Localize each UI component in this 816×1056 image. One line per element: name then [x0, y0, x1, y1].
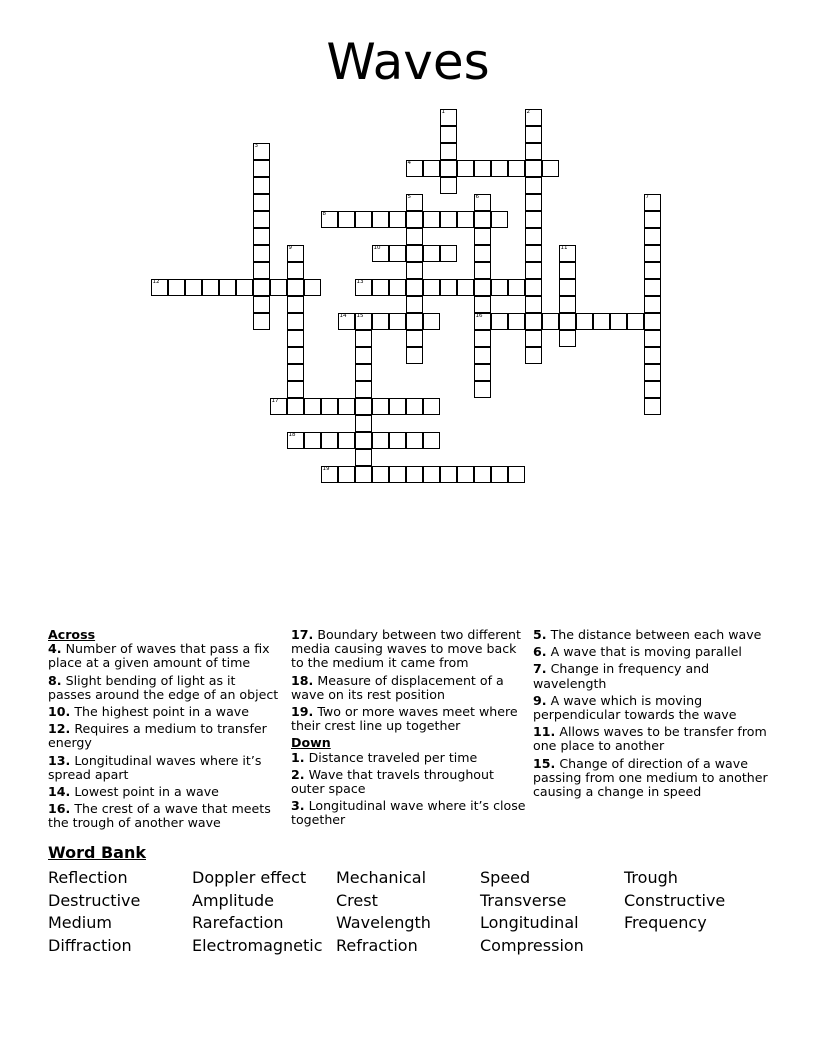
crossword-cell[interactable] [423, 211, 440, 228]
crossword-cell[interactable] [151, 279, 168, 296]
crossword-cell[interactable] [304, 279, 321, 296]
clue-number: 10 [373, 245, 381, 251]
crossword-cell[interactable] [440, 143, 457, 160]
crossword-cell[interactable] [406, 313, 423, 330]
clue-number: 5 [407, 194, 411, 200]
clues-column-3 [533, 628, 773, 802]
crossword-cell[interactable] [423, 160, 440, 177]
crossword-cell[interactable] [287, 432, 304, 449]
crossword-cell[interactable] [355, 313, 372, 330]
clue-number: 12 [152, 279, 160, 285]
crossword-cell[interactable] [525, 330, 542, 347]
across-heading: Across [48, 627, 96, 642]
crossword-cell[interactable] [355, 432, 372, 449]
crossword-cell[interactable] [525, 211, 542, 228]
crossword-cell[interactable] [372, 432, 389, 449]
crossword-cell[interactable] [440, 160, 457, 177]
word-bank-item: Reflection [48, 868, 128, 887]
crossword-cell[interactable] [457, 279, 474, 296]
crossword-cell[interactable] [202, 279, 219, 296]
crossword-cell[interactable] [542, 313, 559, 330]
crossword-cell[interactable] [287, 398, 304, 415]
crossword-cell[interactable] [338, 398, 355, 415]
crossword-cell[interactable] [287, 347, 304, 364]
crossword-cell[interactable] [457, 466, 474, 483]
crossword-cell[interactable] [474, 364, 491, 381]
crossword-cell[interactable] [423, 432, 440, 449]
word-bank-item: Frequency [624, 913, 707, 932]
crossword-cell[interactable] [338, 313, 355, 330]
crossword-cell[interactable] [321, 466, 338, 483]
crossword-cell[interactable] [389, 245, 406, 262]
down-heading: Down [291, 735, 331, 751]
crossword-cell[interactable] [406, 466, 423, 483]
crossword-cell[interactable] [253, 279, 270, 296]
crossword-cell[interactable] [644, 245, 661, 262]
crossword-cell[interactable] [372, 398, 389, 415]
crossword-cell[interactable] [474, 347, 491, 364]
crossword-cell[interactable] [185, 279, 202, 296]
crossword-cell[interactable] [253, 262, 270, 279]
word-bank-item: Doppler effect [192, 868, 307, 887]
crossword-cell[interactable] [644, 279, 661, 296]
crossword-cell[interactable] [372, 466, 389, 483]
crossword-cell[interactable] [525, 262, 542, 279]
crossword-cell[interactable] [440, 177, 457, 194]
crossword-cell[interactable] [253, 177, 270, 194]
crossword-cell[interactable] [525, 194, 542, 211]
crossword-cell[interactable] [168, 279, 185, 296]
clue-number: 18 [288, 432, 296, 438]
crossword-cell[interactable] [508, 160, 525, 177]
crossword-cell[interactable] [508, 466, 525, 483]
crossword-cell[interactable] [287, 330, 304, 347]
crossword-cell[interactable] [253, 296, 270, 313]
clue-number: 6 [475, 194, 479, 200]
crossword-cell[interactable] [372, 245, 389, 262]
crossword-cell[interactable] [355, 347, 372, 364]
clue-down-11: 11. Allows waves to be transfer from one place to another [533, 724, 767, 754]
clue-down-6: 6. A wave that is moving parallel [533, 644, 742, 660]
crossword-cell[interactable] [287, 381, 304, 398]
crossword-cell[interactable] [644, 330, 661, 347]
clue-across-12: 12. Requires a medium to transfer energy [48, 721, 267, 751]
crossword-cell[interactable] [304, 432, 321, 449]
crossword-cell[interactable] [355, 330, 372, 347]
crossword-cell[interactable] [491, 466, 508, 483]
crossword-cell[interactable] [406, 160, 423, 177]
clue-across-4: 4. Number of waves that pass a fix place at a given amount of time [48, 641, 270, 671]
crossword-cell[interactable] [474, 262, 491, 279]
word-bank-item: Trough [624, 868, 678, 887]
crossword-cell[interactable] [457, 211, 474, 228]
crossword-cell[interactable] [372, 313, 389, 330]
clue-number: 16 [475, 313, 483, 319]
crossword-cell[interactable] [644, 313, 661, 330]
clues-column-1 [48, 628, 280, 834]
crossword-cell[interactable] [525, 177, 542, 194]
clue-number: 7 [645, 194, 649, 200]
crossword-cell[interactable] [440, 109, 457, 126]
crossword-cell[interactable] [593, 313, 610, 330]
clue-number: 13 [356, 279, 364, 285]
crossword-cell[interactable] [423, 398, 440, 415]
crossword-cell[interactable] [236, 279, 253, 296]
crossword-cell[interactable] [253, 160, 270, 177]
crossword-cell[interactable] [270, 398, 287, 415]
crossword-cell[interactable] [304, 398, 321, 415]
crossword-cell[interactable] [525, 279, 542, 296]
crossword-cell[interactable] [525, 296, 542, 313]
crossword-cell[interactable] [644, 347, 661, 364]
crossword-cell[interactable] [389, 466, 406, 483]
crossword-cell[interactable] [389, 279, 406, 296]
crossword-cell[interactable] [525, 245, 542, 262]
word-bank-item: Mechanical [336, 868, 427, 887]
word-bank-item: Compression [480, 935, 584, 955]
crossword-cell[interactable] [474, 279, 491, 296]
crossword-cell[interactable] [423, 279, 440, 296]
crossword-cell[interactable] [355, 364, 372, 381]
clue-number: 9 [288, 245, 292, 251]
crossword-cell[interactable] [474, 245, 491, 262]
crossword-cell[interactable] [440, 211, 457, 228]
crossword-cell[interactable] [253, 228, 270, 245]
clue-down-1: 1. Distance traveled per time [291, 749, 478, 765]
crossword-cell[interactable] [406, 245, 423, 262]
word-bank-item: Wavelength [336, 913, 431, 932]
word-bank-column-3 [336, 869, 431, 955]
crossword-cell[interactable] [423, 466, 440, 483]
word-bank-title: Word Bank [48, 843, 147, 862]
clue-across-17: 17. Boundary between two different media causing waves to move back to the medium it came from [291, 627, 521, 671]
crossword-cell[interactable] [406, 194, 423, 211]
crossword-cell[interactable] [406, 347, 423, 364]
clue-down-9: 9. A wave which is moving perpendicular towards the wave [533, 692, 737, 723]
clues-column-2 [291, 628, 529, 831]
crossword-cell[interactable] [440, 466, 457, 483]
crossword-cell[interactable] [270, 279, 287, 296]
crossword-cell[interactable] [389, 313, 406, 330]
word-bank-item: Destructive [48, 890, 141, 910]
crossword-cell[interactable] [355, 415, 372, 432]
word-bank-item: Refraction [336, 935, 418, 955]
crossword-cell[interactable] [525, 228, 542, 245]
crossword-cell[interactable] [491, 313, 508, 330]
crossword-cell[interactable] [644, 364, 661, 381]
crossword-cell[interactable] [355, 381, 372, 398]
crossword-cell[interactable] [372, 279, 389, 296]
crossword-cell[interactable] [525, 313, 542, 330]
crossword-cell[interactable] [525, 160, 542, 177]
crossword-cell[interactable] [389, 398, 406, 415]
crossword-cell[interactable] [508, 313, 525, 330]
crossword-cell[interactable] [644, 211, 661, 228]
crossword-cell[interactable] [491, 211, 508, 228]
crossword-cell[interactable] [253, 245, 270, 262]
clue-down-7: 7. Change in frequency and wavelength [533, 661, 710, 691]
word-bank-column-4 [480, 869, 584, 955]
crossword-cell[interactable] [559, 296, 576, 313]
clue-number: 19 [322, 466, 330, 472]
clue-down-15: 15. Change of direction of a wave passing from one medium to another causing a change in speed [533, 755, 768, 800]
crossword-cell[interactable] [423, 245, 440, 262]
crossword-cell[interactable] [457, 160, 474, 177]
crossword-cell[interactable] [372, 211, 389, 228]
word-bank-item: Crest [336, 890, 378, 910]
word-bank-column-2 [192, 869, 323, 955]
word-bank-column-5 [624, 869, 725, 932]
crossword-cell[interactable] [644, 296, 661, 313]
clue-across-13: 13. Longitudinal waves where it’s spread apart [48, 752, 262, 782]
crossword-cell[interactable] [389, 211, 406, 228]
crossword-cell[interactable] [253, 211, 270, 228]
crossword-cell[interactable] [355, 398, 372, 415]
word-bank-item: Diffraction [48, 935, 132, 955]
crossword-cell[interactable] [406, 296, 423, 313]
crossword-cell[interactable] [627, 313, 644, 330]
crossword-cell[interactable] [474, 381, 491, 398]
crossword-cell[interactable] [644, 262, 661, 279]
crossword-cell[interactable] [321, 432, 338, 449]
crossword-cell[interactable] [525, 143, 542, 160]
crossword-cell[interactable] [559, 245, 576, 262]
crossword-cell[interactable] [219, 279, 236, 296]
word-bank-item: Medium [48, 913, 112, 932]
crossword-cell[interactable] [338, 432, 355, 449]
clue-number: 2 [526, 109, 530, 115]
clue-down-2: 2. Wave that travels throughout outer space [291, 766, 494, 797]
crossword-cell[interactable] [287, 364, 304, 381]
crossword-cell[interactable] [474, 466, 491, 483]
crossword-cell[interactable] [355, 211, 372, 228]
crossword-cell[interactable] [559, 330, 576, 347]
crossword-cell[interactable] [355, 466, 372, 483]
crossword-cell[interactable] [423, 313, 440, 330]
word-bank-item: Amplitude [192, 890, 274, 910]
clue-number: 17 [271, 398, 279, 404]
page-title: Waves [326, 33, 490, 91]
crossword-cell[interactable] [644, 381, 661, 398]
clue-number: 11 [560, 245, 568, 251]
crossword-cell[interactable] [355, 449, 372, 466]
crossword-cell[interactable] [440, 279, 457, 296]
clue-number: 3 [254, 143, 258, 149]
crossword-cell[interactable] [610, 313, 627, 330]
crossword-cell[interactable] [406, 432, 423, 449]
crossword-cell[interactable] [406, 279, 423, 296]
crossword-cell[interactable] [525, 126, 542, 143]
crossword-cell[interactable] [321, 398, 338, 415]
crossword-cell[interactable] [559, 279, 576, 296]
clue-across-16: 16. The crest of a wave that meets the trough of another wave [48, 801, 271, 831]
clue-number: 14 [339, 313, 347, 319]
crossword-cell[interactable] [338, 466, 355, 483]
word-bank-column-1 [48, 869, 140, 955]
crossword-cell[interactable] [287, 262, 304, 279]
clue-across-14: 14. Lowest point in a wave [48, 784, 219, 800]
crossword-cell[interactable] [474, 330, 491, 347]
crossword-cell[interactable] [253, 313, 270, 330]
word-bank-item: Longitudinal [480, 913, 579, 932]
crossword-cell[interactable] [287, 313, 304, 330]
crossword-cell[interactable] [474, 194, 491, 211]
crossword-cell[interactable] [559, 313, 576, 330]
crossword-cell[interactable] [525, 109, 542, 126]
crossword-cell[interactable] [389, 432, 406, 449]
clue-across-19: 19. Two or more waves meet where their crest line up together [291, 704, 518, 734]
crossword-cell[interactable] [576, 313, 593, 330]
crossword-cell[interactable] [474, 211, 491, 228]
clue-number: 4 [407, 160, 411, 166]
crossword-cell[interactable] [440, 245, 457, 262]
crossword-cell[interactable] [406, 228, 423, 245]
clue-across-8: 8. Slight bending of light as it passes around the edge of an object [48, 672, 279, 702]
crossword-cell[interactable] [406, 262, 423, 279]
word-bank-item: Constructive [624, 890, 726, 910]
crossword-cell[interactable] [355, 279, 372, 296]
crossword-cell[interactable] [406, 211, 423, 228]
clue-number: 1 [441, 109, 445, 115]
crossword-cell[interactable] [559, 262, 576, 279]
word-bank-item: Rarefaction [192, 913, 284, 932]
clue-across-18: 18. Measure of displacement of a wave on its rest position [291, 672, 504, 702]
crossword-cell[interactable] [644, 398, 661, 415]
crossword-cell[interactable] [474, 296, 491, 313]
crossword-cell[interactable] [474, 313, 491, 330]
clue-down-3: 3. Longitudinal wave where it’s close together [291, 798, 526, 828]
crossword-cell[interactable] [644, 194, 661, 211]
clue-number: 15 [356, 313, 364, 319]
crossword-cell[interactable] [491, 279, 508, 296]
crossword-cell[interactable] [440, 126, 457, 143]
crossword-cell[interactable] [287, 279, 304, 296]
crossword-cell[interactable] [321, 211, 338, 228]
crossword-cell[interactable] [474, 228, 491, 245]
word-bank-item: Speed [480, 868, 531, 887]
word-bank-item: Electromagnetic [192, 935, 323, 955]
crossword-cell[interactable] [406, 398, 423, 415]
crossword-cell[interactable] [287, 296, 304, 313]
crossword-cell[interactable] [253, 143, 270, 160]
crossword-cell[interactable] [542, 160, 559, 177]
crossword-cell[interactable] [644, 228, 661, 245]
crossword-cell[interactable] [491, 160, 508, 177]
clue-down-5: 5. The distance between each wave [533, 627, 762, 642]
clue-across-10: 10. The highest point in a wave [48, 704, 250, 720]
crossword-cell[interactable] [525, 347, 542, 364]
crossword-cell[interactable] [508, 279, 525, 296]
word-bank-item: Transverse [480, 890, 567, 910]
crossword-cell[interactable] [474, 160, 491, 177]
crossword-cell[interactable] [406, 330, 423, 347]
crossword-cell[interactable] [338, 211, 355, 228]
crossword-cell[interactable] [287, 245, 304, 262]
clue-number: 8 [322, 211, 326, 217]
crossword-cell[interactable] [253, 194, 270, 211]
